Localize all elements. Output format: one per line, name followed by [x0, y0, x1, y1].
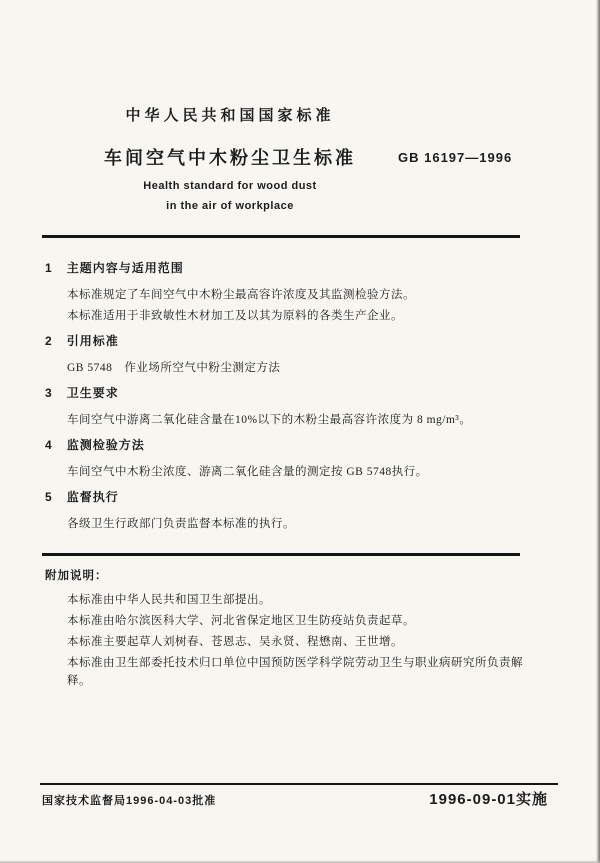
- section-number: 5: [45, 490, 53, 504]
- section-paragraph: 车间空气中木粉尘浓度、游离二氧化硅含量的测定按 GB 5748执行。: [67, 466, 428, 478]
- appendix-line: 本标准主要起草人刘树春、苍恩志、吴永贤、程懋南、王世增。: [67, 636, 403, 648]
- appendix-heading: 附加说明：: [45, 570, 108, 582]
- section-heading: [45, 334, 527, 349]
- scan-edge-right: [596, 0, 600, 863]
- section-title: 监测检验方法: [66, 438, 145, 452]
- section-hygiene-requirements: [45, 386, 527, 429]
- standard-number: GB 16197—1996: [398, 150, 513, 165]
- document-title-cn: 车间空气中木粉尘卫生标准: [104, 148, 356, 168]
- section-heading: [45, 261, 527, 276]
- section-title: 卫生要求: [66, 386, 119, 400]
- section-supervision: [45, 490, 527, 533]
- section-heading: [45, 438, 527, 453]
- appendix: [45, 567, 535, 693]
- section-paragraph: GB 5748 作业场所空气中粉尘测定方法: [67, 362, 281, 374]
- section-references: [45, 334, 527, 377]
- document-title-en-line1: Health standard for wood dust: [143, 180, 317, 192]
- section-scope: [45, 261, 527, 325]
- section-title: 监督执行: [66, 490, 119, 504]
- section-monitoring-methods: [45, 438, 527, 481]
- section-heading: [45, 386, 527, 401]
- section-number: 1: [45, 261, 53, 275]
- section-paragraph: 本标准规定了车间空气中木粉尘最高容许浓度及其监测检验方法。: [67, 289, 415, 301]
- footer-rule: [40, 783, 558, 785]
- implementation-date: 1996-09-01实施: [429, 791, 548, 808]
- approval-authority-and-date: 国家技术监督局1996-04-03批准: [42, 795, 217, 807]
- section-title: 主题内容与适用范围: [66, 261, 184, 275]
- header-rule: [42, 235, 520, 238]
- section-number: 2: [45, 334, 53, 348]
- appendix-rule: [42, 553, 520, 556]
- section-paragraph: 车间空气中游离二氧化硅含量在10%以下的木粉尘最高容许浓度为 8 mg/m³。: [67, 414, 472, 426]
- appendix-line: 本标准由哈尔滨医科大学、河北省保定地区卫生防疫站负责起草。: [67, 615, 415, 627]
- document-body: [45, 261, 527, 542]
- section-number: 4: [45, 438, 53, 452]
- appendix-line: 本标准由中华人民共和国卫生部提出。: [67, 594, 271, 606]
- document-title-en-line2: in the air of workplace: [166, 200, 294, 212]
- section-paragraph: 本标准适用于非致敏性木材加工及以其为原料的各类生产企业。: [67, 310, 403, 322]
- section-paragraph: 各级卫生行政部门负责监督本标准的执行。: [67, 518, 295, 530]
- appendix-line: 本标准由卫生部委托技术归口单位中国预防医学科学院劳动卫生与职业病研究所负责解释。: [67, 657, 523, 687]
- national-standard-label: 中华人民共和国国家标准: [125, 107, 335, 124]
- section-title: 引用标准: [66, 334, 119, 348]
- section-number: 3: [45, 386, 53, 400]
- section-heading: [45, 490, 527, 505]
